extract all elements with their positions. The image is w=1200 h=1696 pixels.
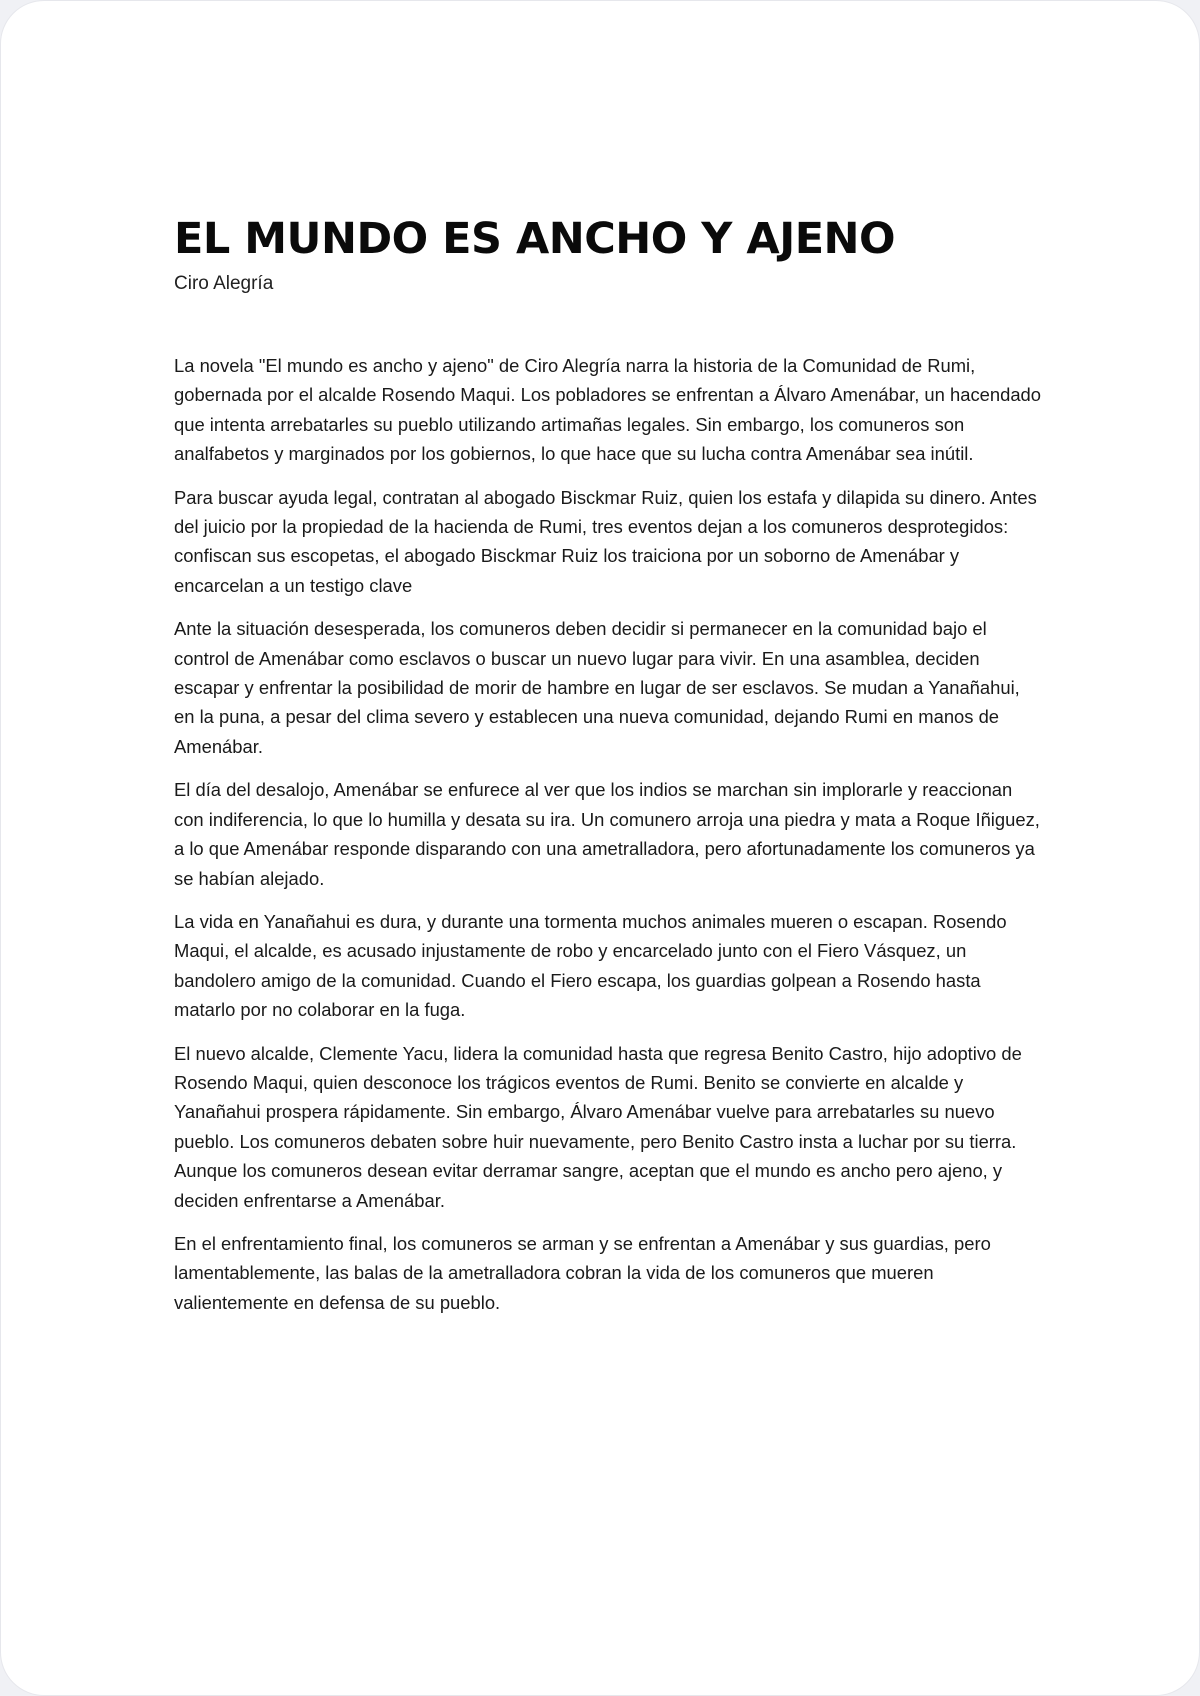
document-content [174,213,1044,1331]
document-author: Ciro Alegría [174,273,274,294]
paragraph: La novela "El mundo es ancho y ajeno" de Ciro Alegría narra la historia de la Comunidad de Rumi, gobernada por el alcalde Rosendo Maqui. Los pobladores se enfrentan a Álvaro Amenábar, un hacendado que intenta arrebatarles su pueblo utilizando artimañas legales. Sin embargo, los comuneros son analfabetos y marginados por los gobiernos, lo que hace que su lucha contra Amenábar sea inútil. [174,355,1042,465]
document-title: EL MUNDO ES ANCHO Y AJENO [174,214,896,264]
document-body [174,351,1044,1317]
paragraph: El nuevo alcalde, Clemente Yacu, lidera la comunidad hasta que regresa Benito Castro, hijo adoptivo de Rosendo Maqui, quien desconoce los trágicos eventos de Rumi. Benito se convierte en alcalde y Yanañahui prospera rápidamente. Sin embargo, Álvaro Amenábar vuelve para arrebatarles su nuevo pueblo. Los comuneros debaten sobre huir nuevamente, pero Benito Castro insta a luchar por su tierra. Aunque los comuneros desean evitar derramar sangre, aceptan que el mundo es ancho pero ajeno, y deciden enfrentarse a Amenábar. [174,1042,1022,1211]
paragraph: El día del desalojo, Amenábar se enfurece al ver que los indios se marchan sin implorarle y reaccionan con indiferencia, lo que lo humilla y desata su ira. Un comunero arroja una piedra y mata a Roque Iñiguez, a lo que Amenábar responde disparando con una ametralladora, pero afortunadamente los comuneros ya se habían alejado. [174,779,1040,889]
paragraph: En el enfrentamiento final, los comuneros se arman y se enfrentan a Amenábar y sus guardias, pero lamentablemente, las balas de la ametralladora cobran la vida de los comuneros que mueren valientemente en defensa de su pueblo. [174,1232,991,1313]
paragraph: Ante la situación desesperada, los comuneros deben decidir si permanecer en la comunidad bajo el control de Amenábar como esclavos o buscar un nuevo lugar para vivir. En una asamblea, deciden escapar y enfrentar la posibilidad de morir de hambre en lugar de ser esclavos. Se mudan a Yanañahui, en la puna, a pesar del clima severo y establecen una nueva comunidad, dejando Rumi en manos de Amenábar. [174,618,1020,757]
paragraph: Para buscar ayuda legal, contratan al abogado Bisckmar Ruiz, quien los estafa y dilapida su dinero. Antes del juicio por la propiedad de la hacienda de Rumi, tres eventos dejan a los comuneros desprotegidos: confiscan sus escopetas, el abogado Bisckmar Ruiz los traiciona por un soborno de Amenábar y encarcelan a un testigo clave [174,486,1037,596]
paragraph: La vida en Yanañahui es dura, y durante una tormenta muchos animales mueren o escapan. Rosendo Maqui, el alcalde, es acusado injustamente de robo y encarcelado junto con el Fiero Vásquez, un bandolero amigo de la comunidad. Cuando el Fiero escapa, los guardias golpean a Rosendo hasta matarlo por no colaborar en la fuga. [174,910,1007,1021]
